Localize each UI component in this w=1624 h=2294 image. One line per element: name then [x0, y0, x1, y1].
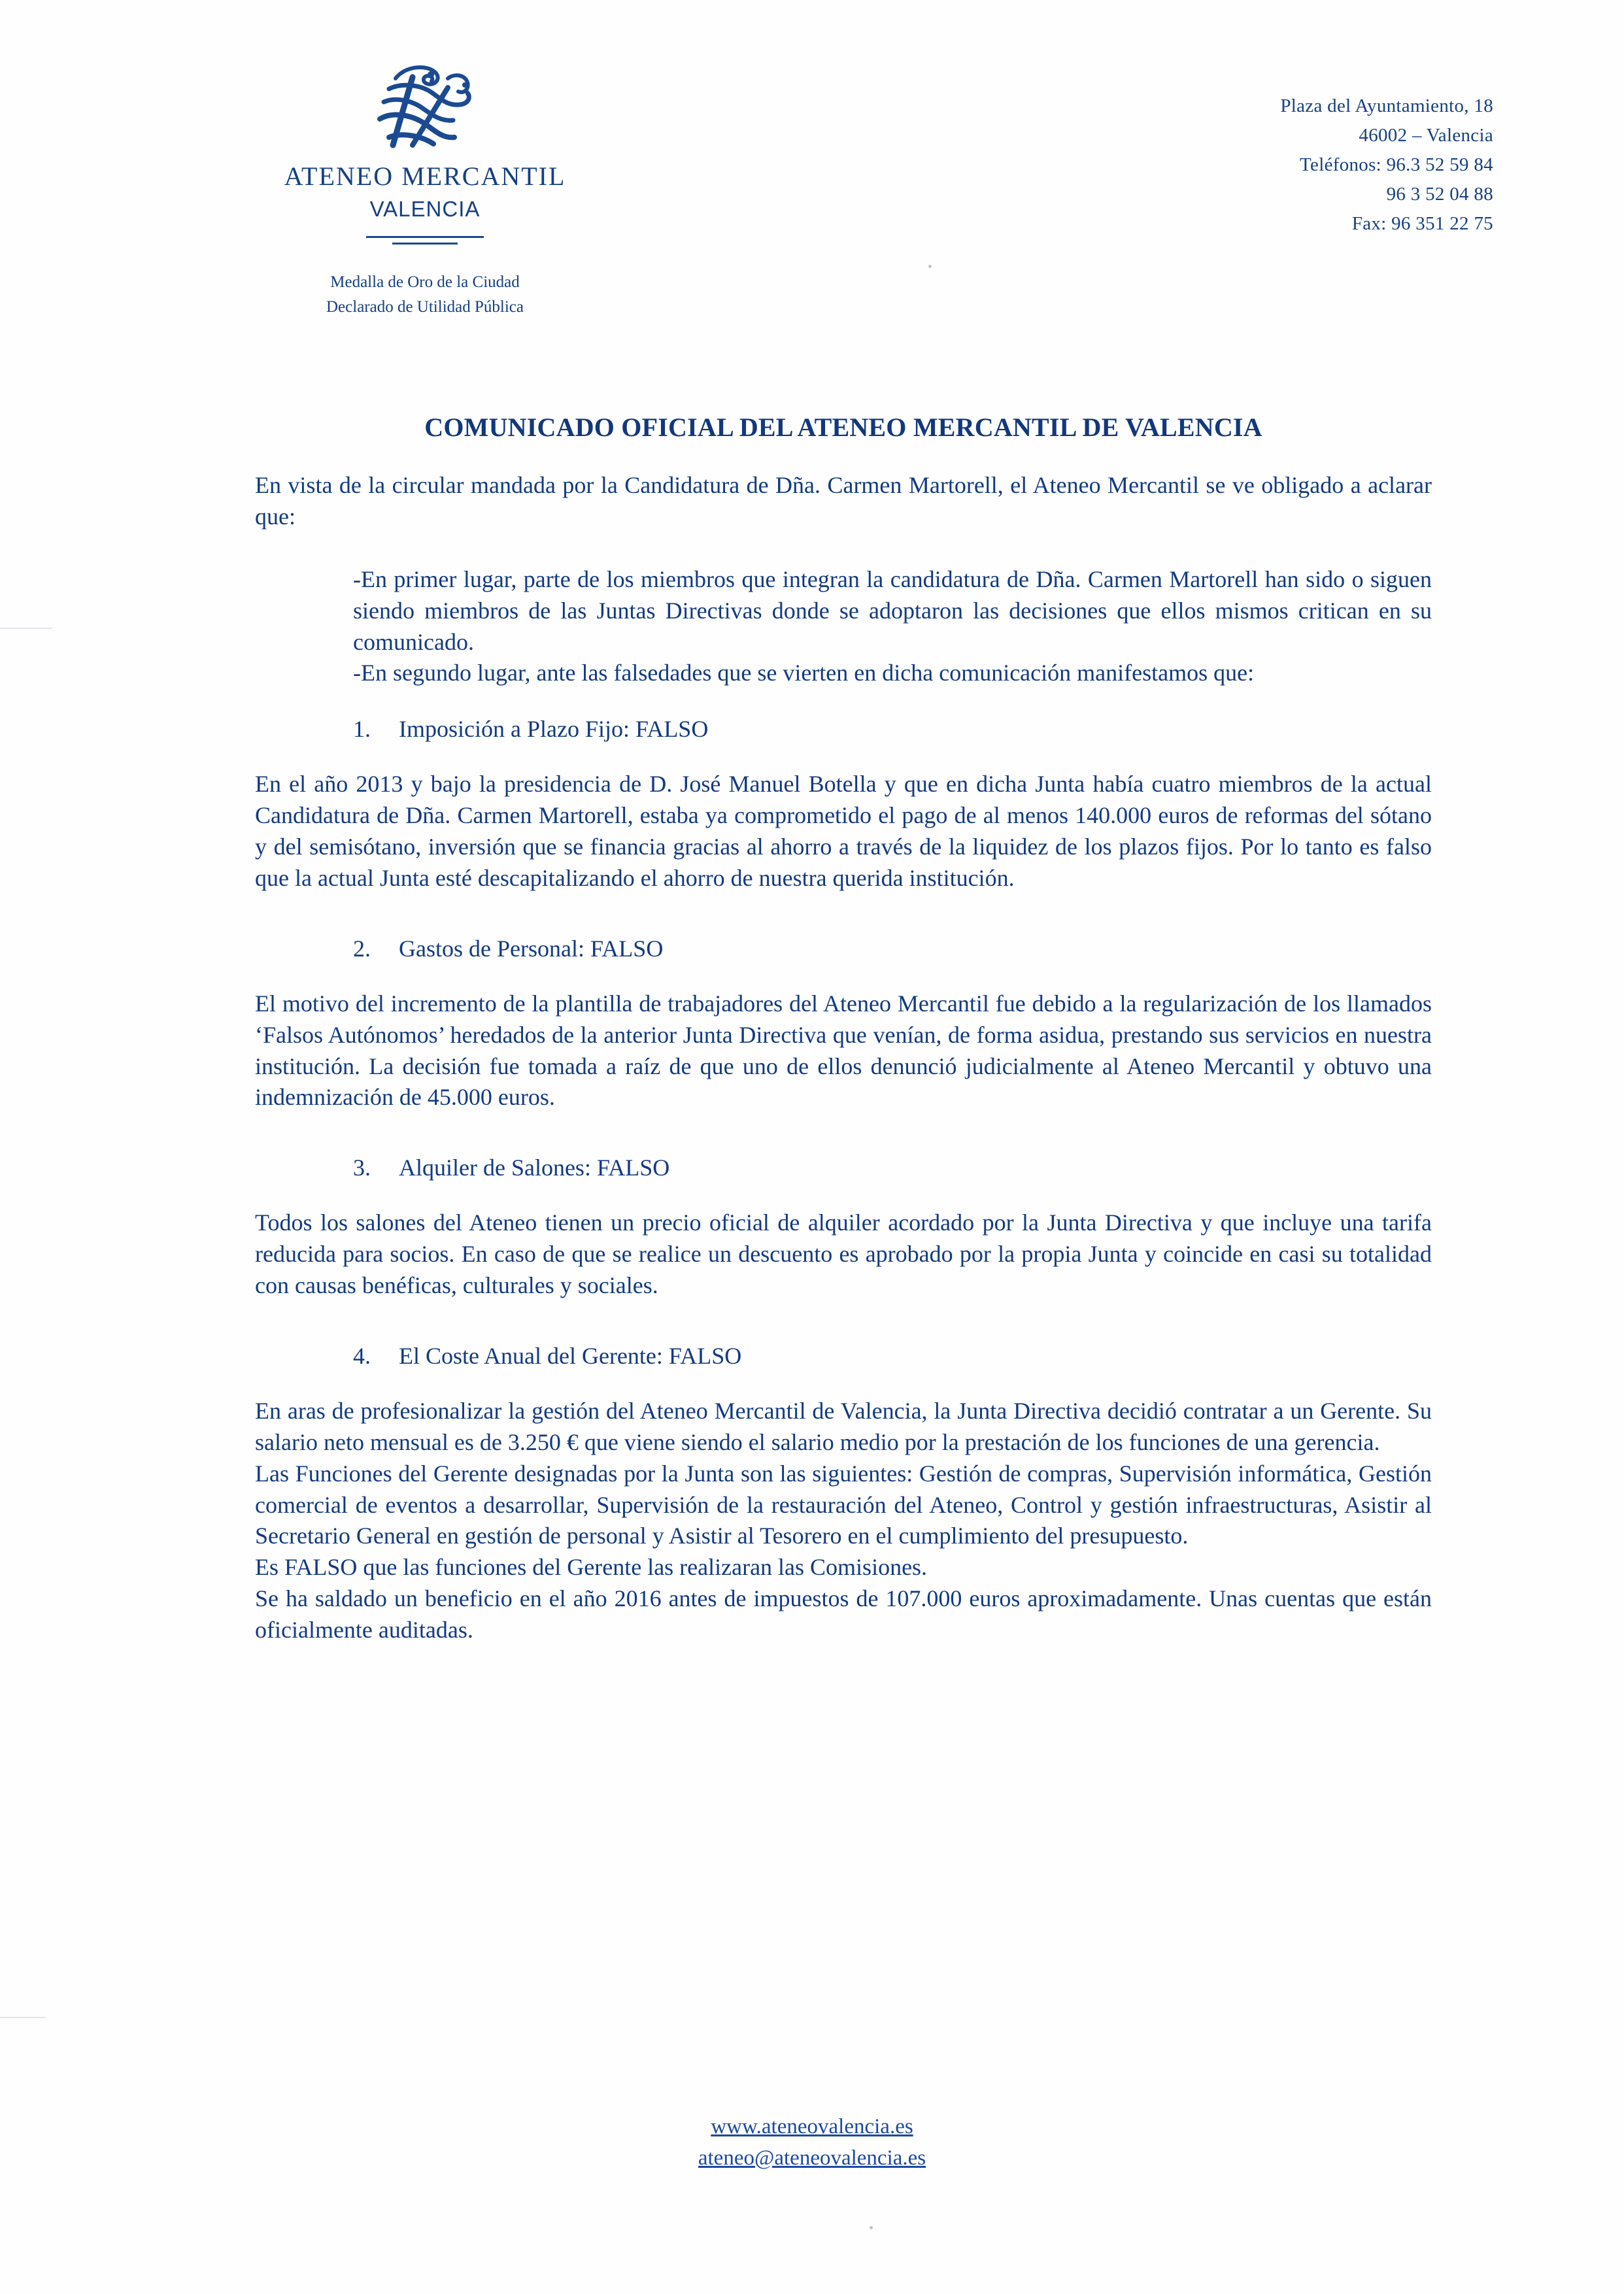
claim-number-1: 1.	[353, 716, 371, 743]
claim-heading-3	[353, 1154, 1432, 1181]
letterhead-subline	[216, 270, 634, 319]
contact-fax: Fax: 96 351 22 75	[1351, 212, 1493, 234]
spacer	[255, 1316, 1432, 1342]
organization-name: ATENEO MERCANTIL	[284, 161, 566, 191]
spacer	[255, 909, 1432, 935]
point-second: -En segundo lugar, ante las falsedades que se vierten en dicha comunicación manifestamos que:	[353, 660, 1255, 686]
intro-paragraph: En vista de la circular mandada por la Candidatura de Dña. Carmen Martorell, el Ateneo Mercantil se ve obligado a aclarar que:	[255, 472, 1432, 530]
claim-title-3: Alquiler de Salones: FALSO	[399, 1155, 670, 1181]
preliminary-points	[353, 564, 1432, 690]
claim-body-4a: En aras de profesionalizar la gestión del Ateneo Mercantil de Valencia, la Junta Directiva decidió contratar a un Gerente. Su salario neto mensual es de 3.250 € que viene siendo el salario medio por la prestación de los funciones de una gerencia.	[255, 1397, 1432, 1455]
list-item	[255, 1342, 1432, 1646]
claim-body-4d: Se ha saldado un beneficio en el año 2016 antes de impuestos de 107.000 euros aproximadamente. Unas cuentas que están oficialmente auditadas.	[255, 1585, 1432, 1643]
claim-body-4b: Las Funciones del Gerente designadas por la Junta son las siguientes: Gestión de compras, Supervisión informática, Gestión comercial de eventos a desarrollar, Supervisión de la restauración del Ateneo, Control y gestión infraestructuras, Asistir al Secretario General en gestión de personal y Asistir al Tesorero en el cumplimiento del presupuesto.	[255, 1460, 1432, 1549]
list-item	[255, 1154, 1432, 1302]
claim-number-2: 2.	[353, 935, 371, 962]
point-first: -En primer lugar, parte de los miembros que integran la candidatura de Dña. Carmen Martorell han sido o siguen siendo miembros de las Juntas Directivas donde se adoptaron las decisiones que ellos mismos critican en su comunicado.	[353, 565, 1432, 655]
page-title: COMUNICADO OFICIAL DEL ATENEO MERCANTIL DE VALENCIA	[424, 413, 1262, 442]
website-link[interactable]: www.ateneovalencia.es	[711, 2115, 913, 2138]
email-link[interactable]: ateneo@ateneovalencia.es	[698, 2146, 926, 2170]
spacer	[255, 743, 1432, 769]
spacer	[255, 547, 1432, 564]
contact-phone-1: Teléfonos: 96.3 52 59 84	[1300, 154, 1493, 175]
scan-artifact	[0, 2017, 46, 2018]
claim-heading-4	[353, 1342, 1432, 1370]
letterhead-divider	[216, 236, 634, 253]
scan-artifact	[0, 628, 52, 629]
claims-list	[255, 715, 1432, 1646]
claim-body-2: El motivo del incremento de la plantilla de trabajadores del Ateneo Mercantil fue debido a la regularización de los llamados ‘Falsos Autónomos’ heredados de la anterior Junta Directiva que venían, de forma asidua, prestando sus servicios en nuestra institución. La decisión fue tomada a raíz de que uno de ellos denunció judicialmente al Ateneo Mercantil y obtuvo una indemnización de 45.000 euros.	[255, 990, 1432, 1111]
list-item	[255, 715, 1432, 894]
award-line-2: Declarado de Utilidad Pública	[326, 297, 524, 316]
scan-speck	[870, 2226, 873, 2229]
spacer	[255, 1181, 1432, 1207]
claim-heading-2	[353, 935, 1432, 962]
claim-title-1: Imposición a Plazo Fijo: FALSO	[399, 716, 709, 743]
spacer	[255, 962, 1432, 988]
document-body	[255, 412, 1432, 1646]
spacer	[255, 1128, 1432, 1154]
spacer	[255, 689, 1432, 715]
organization-city: VALENCIA	[369, 197, 481, 221]
claim-body-4c: Es FALSO que las funciones del Gerente las realizaran las Comisiones.	[255, 1554, 928, 1581]
letterhead-block	[216, 59, 634, 319]
contact-block	[996, 92, 1493, 239]
claim-heading-1	[353, 715, 1432, 743]
contact-postal: 46002 – Valencia	[1359, 124, 1493, 146]
divider-line-top	[366, 236, 484, 238]
claim-body-1: En el año 2013 y bajo la presidencia de D. José Manuel Botella y que en dicha Junta había cuatro miembros de la actual Candidatura de Dña. Carmen Martorell, estaba ya comprometido el pago de al menos 140.000 euros de reformas del sótano y del semisótano, inversión que se financia gracias al ahorro a través de la liquidez de los plazos fijos. Por lo tanto es falso que la actual Junta esté descapitalizando el ahorro de nuestra querida institución.	[255, 771, 1432, 891]
claim-number-3: 3.	[353, 1155, 371, 1181]
spacer	[255, 1370, 1432, 1396]
divider-line-bottom	[392, 243, 458, 245]
contact-phone-2: 96 3 52 04 88	[1386, 183, 1493, 205]
document-footer	[0, 2112, 1624, 2174]
award-line-1: Medalla de Oro de la Ciudad	[330, 273, 520, 291]
claim-title-2: Gastos de Personal: FALSO	[399, 935, 664, 962]
ateneo-crest-icon	[350, 59, 500, 157]
claim-body-3: Todos los salones del Ateneo tienen un precio oficial de alquiler acordado por la Junta Directiva y que incluye una tarifa reducida para socios. En caso de que se realice un descuento es aprobado por la propia Junta y coincide en casi su totalidad con causas benéficas, culturales y sociales.	[255, 1209, 1432, 1298]
claim-title-4: El Coste Anual del Gerente: FALSO	[399, 1342, 742, 1369]
letterhead-header	[0, 59, 1624, 405]
contact-address: Plaza del Ayuntamiento, 18	[1280, 95, 1493, 116]
list-item	[255, 935, 1432, 1114]
claim-number-4: 4.	[353, 1342, 371, 1369]
